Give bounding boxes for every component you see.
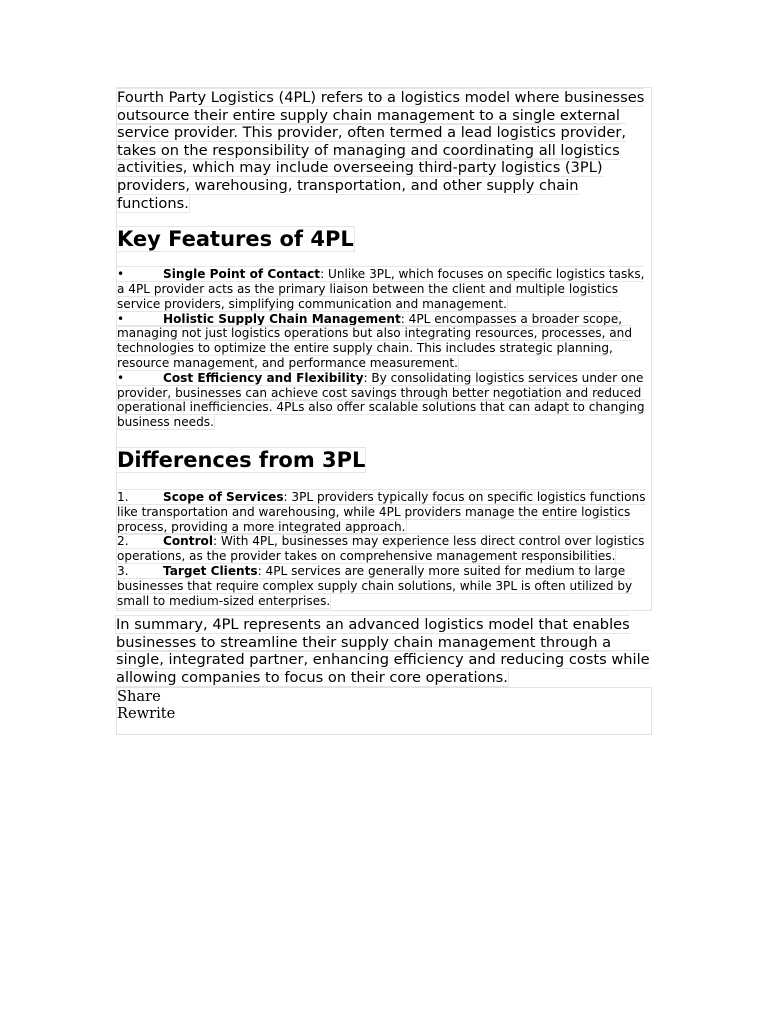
item-term: Single Point of Contact xyxy=(163,267,321,282)
number-marker: 1. xyxy=(117,489,129,504)
item-term: Control xyxy=(163,534,213,549)
item-term: Target Clients xyxy=(163,563,258,578)
differences-heading: Differences from 3PL xyxy=(117,447,366,472)
features-list xyxy=(117,267,651,430)
bullet-marker: • xyxy=(117,267,125,282)
item-text: : By consolidating logistics services under one provider, businesses can achieve cost savings through better negotiation and reduced operational inefficiencies. 4PLs also offer scalable solutions that can adapt to changing business needs. xyxy=(117,370,645,430)
features-heading: Key Features of 4PL xyxy=(117,227,354,252)
list-item xyxy=(117,490,651,534)
item-text: : 4PL encompasses a broader scope, managing not just logistics operations but also integrating resources, processes, and technologies to optimize the entire supply chain. This includes strategic planning, resource management, and performance measurement. xyxy=(117,311,633,370)
content-block xyxy=(116,87,652,611)
list-item xyxy=(117,534,651,564)
list-item xyxy=(117,267,651,311)
list-item xyxy=(117,312,651,371)
item-text: : 3PL providers typically focus on specific logistics functions like transportation and warehousing, while 4PL providers manage the entire logistics process, providing a more integrated approach. xyxy=(117,489,646,534)
share-button[interactable]: Share xyxy=(117,687,161,705)
number-marker: 3. xyxy=(117,563,129,578)
actions-bar xyxy=(116,687,652,735)
summary-text: In summary, 4PL represents an advanced logistics model that enables businesses to streamline their supply chain management through a single, integrated partner, enhancing efficiency and reducing costs while allowing companies to focus on their core operations. xyxy=(116,616,650,687)
list-item xyxy=(117,371,651,430)
item-text: : 4PL services are generally more suited for medium to large businesses that require complex supply chain solutions, while 3PL is often utilized by small to medium-sized enterprises. xyxy=(117,563,633,608)
item-term: Holistic Supply Chain Management xyxy=(163,311,401,326)
bullet-marker: • xyxy=(117,311,125,326)
rewrite-button[interactable]: Rewrite xyxy=(117,704,176,722)
intro-text: Fourth Party Logistics (4PL) refers to a logistics model where businesses outsource their entire supply chain management to a single external service provider. This provider, often termed a lead logistics provider, takes on the responsibility of managing and coordinating all logistics activities, which may include overseeing third-party logistics (3PL) providers, warehousing, transportation, and other supply chain functions. xyxy=(117,89,645,212)
summary-paragraph xyxy=(116,616,652,686)
intro-paragraph xyxy=(117,88,651,212)
bullet-marker: • xyxy=(117,370,125,385)
differences-list xyxy=(117,490,651,608)
item-term: Scope of Services xyxy=(163,489,284,504)
number-marker: 2. xyxy=(117,534,129,549)
list-item xyxy=(117,564,651,608)
item-text: : Unlike 3PL, which focuses on specific logistics tasks, a 4PL provider acts as the primary liaison between the client and multiple logistics service providers, simplifying communication and management. xyxy=(117,267,645,311)
item-term: Cost Efficiency and Flexibility xyxy=(163,370,364,385)
document-page xyxy=(116,87,652,735)
item-text: : With 4PL, businesses may experience less direct control over logistics operations, as the provider takes on comprehensive management responsibilities. xyxy=(117,534,645,564)
